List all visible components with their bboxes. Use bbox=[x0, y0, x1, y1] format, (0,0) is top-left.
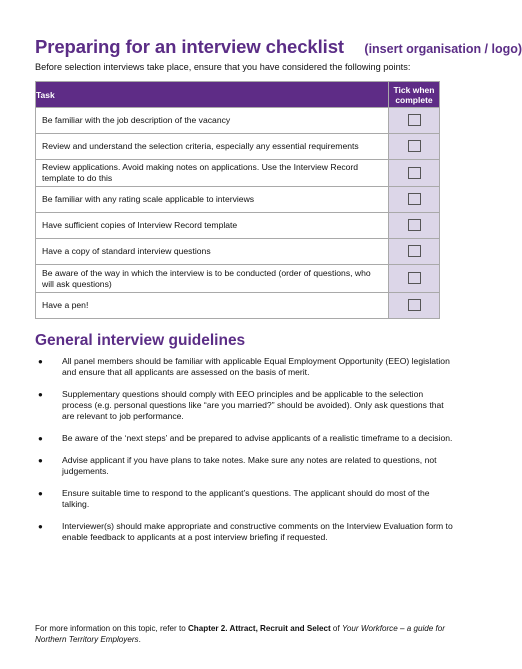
bullet-icon: ● bbox=[38, 456, 43, 465]
checklist-row bbox=[36, 160, 440, 187]
tick-cell bbox=[389, 187, 440, 213]
tick-cell bbox=[389, 293, 440, 319]
guideline-text: Supplementary questions should comply with EEO principles and be applicable to the selection process (e.g. personal questions like “are you married?” should be avoided). Only ask questions that are relevant to job performance. bbox=[62, 389, 444, 421]
checkbox-icon[interactable] bbox=[408, 299, 421, 311]
checkbox-icon[interactable] bbox=[408, 272, 421, 284]
guideline-text: Advise applicant if you have plans to take notes. Make sure any notes are related to questions, not judgements. bbox=[62, 455, 437, 476]
task-text: Review and understand the selection criteria, especially any essential requirements bbox=[36, 134, 389, 160]
bullet-icon: ● bbox=[38, 390, 43, 399]
checkbox-icon[interactable] bbox=[408, 167, 421, 179]
guideline-text: Interviewer(s) should make appropriate and constructive comments on the Interview Evaluation form to enable feedback to applicants at a post interview briefing if requested. bbox=[62, 521, 453, 542]
guidelines-title: General interview guidelines bbox=[35, 332, 246, 349]
checkbox-icon[interactable] bbox=[408, 219, 421, 231]
footer-middle: of bbox=[330, 624, 342, 633]
tick-cell bbox=[389, 239, 440, 265]
list-item bbox=[35, 488, 455, 510]
list-item bbox=[35, 389, 455, 422]
footer-guide-title: Your Workforce – a guide for Northern Territory Employers bbox=[35, 624, 445, 644]
checklist-row bbox=[36, 134, 440, 160]
list-item bbox=[35, 356, 455, 378]
checklist-row bbox=[36, 187, 440, 213]
title-row bbox=[35, 36, 522, 58]
intro-text: Before selection interviews take place, ensure that you have considered the following points: bbox=[35, 62, 411, 72]
guideline-text: Be aware of the ‘next steps’ and be prepared to advise applicants of a realistic timeframe to a decision. bbox=[62, 433, 453, 443]
tick-cell bbox=[389, 265, 440, 293]
checklist-row bbox=[36, 213, 440, 239]
task-text: Review applications. Avoid making notes on applications. Use the Interview Record template to do this bbox=[36, 160, 389, 187]
page-title: Preparing for an interview checklist bbox=[35, 36, 344, 57]
footer-prefix: For more information on this topic, refer to bbox=[35, 624, 188, 633]
tick-cell bbox=[389, 213, 440, 239]
tick-header-line2: complete bbox=[395, 94, 433, 105]
footer-note bbox=[35, 624, 455, 645]
list-item bbox=[35, 433, 455, 444]
task-text: Be familiar with the job description of the vacancy bbox=[36, 108, 389, 134]
task-text: Have sufficient copies of Interview Record template bbox=[36, 213, 389, 239]
task-text: Be aware of the way in which the interview is to be conducted (order of questions, who will ask questions) bbox=[36, 265, 389, 293]
bullet-icon: ● bbox=[38, 357, 43, 366]
task-column-header: Task bbox=[36, 82, 389, 108]
checklist-table bbox=[35, 81, 440, 319]
checklist-row bbox=[36, 265, 440, 293]
tick-header-line1: Tick when bbox=[393, 84, 435, 95]
guidelines-list bbox=[35, 356, 455, 554]
list-item bbox=[35, 521, 455, 543]
bullet-icon: ● bbox=[38, 522, 43, 531]
checkbox-icon[interactable] bbox=[408, 140, 421, 152]
org-logo-placeholder: (insert organisation / logo) bbox=[364, 42, 522, 56]
tick-cell bbox=[389, 160, 440, 187]
checklist-row bbox=[36, 293, 440, 319]
bullet-icon: ● bbox=[38, 489, 43, 498]
task-text: Have a pen! bbox=[36, 293, 389, 319]
list-item bbox=[35, 455, 455, 477]
tick-cell bbox=[389, 134, 440, 160]
task-text: Be familiar with any rating scale applicable to interviews bbox=[36, 187, 389, 213]
checklist-header-row bbox=[36, 82, 440, 108]
guideline-text: Ensure suitable time to respond to the applicant’s questions. The applicant should do most of the talking. bbox=[62, 488, 430, 509]
task-text: Have a copy of standard interview questions bbox=[36, 239, 389, 265]
checkbox-icon[interactable] bbox=[408, 245, 421, 257]
checklist-row bbox=[36, 239, 440, 265]
tick-cell bbox=[389, 108, 440, 134]
footer-suffix: . bbox=[138, 634, 141, 644]
footer-chapter-reference: Chapter 2. Attract, Recruit and Select bbox=[187, 624, 331, 633]
checklist-row bbox=[36, 108, 440, 134]
tick-column-header bbox=[389, 82, 440, 108]
checkbox-icon[interactable] bbox=[408, 114, 421, 126]
checkbox-icon[interactable] bbox=[408, 193, 421, 205]
guideline-text: All panel members should be familiar with applicable Equal Employment Opportunity (EEO) legislation and ensure that all applicants are assessed on the basis of merit. bbox=[62, 356, 450, 377]
bullet-icon: ● bbox=[38, 434, 43, 443]
